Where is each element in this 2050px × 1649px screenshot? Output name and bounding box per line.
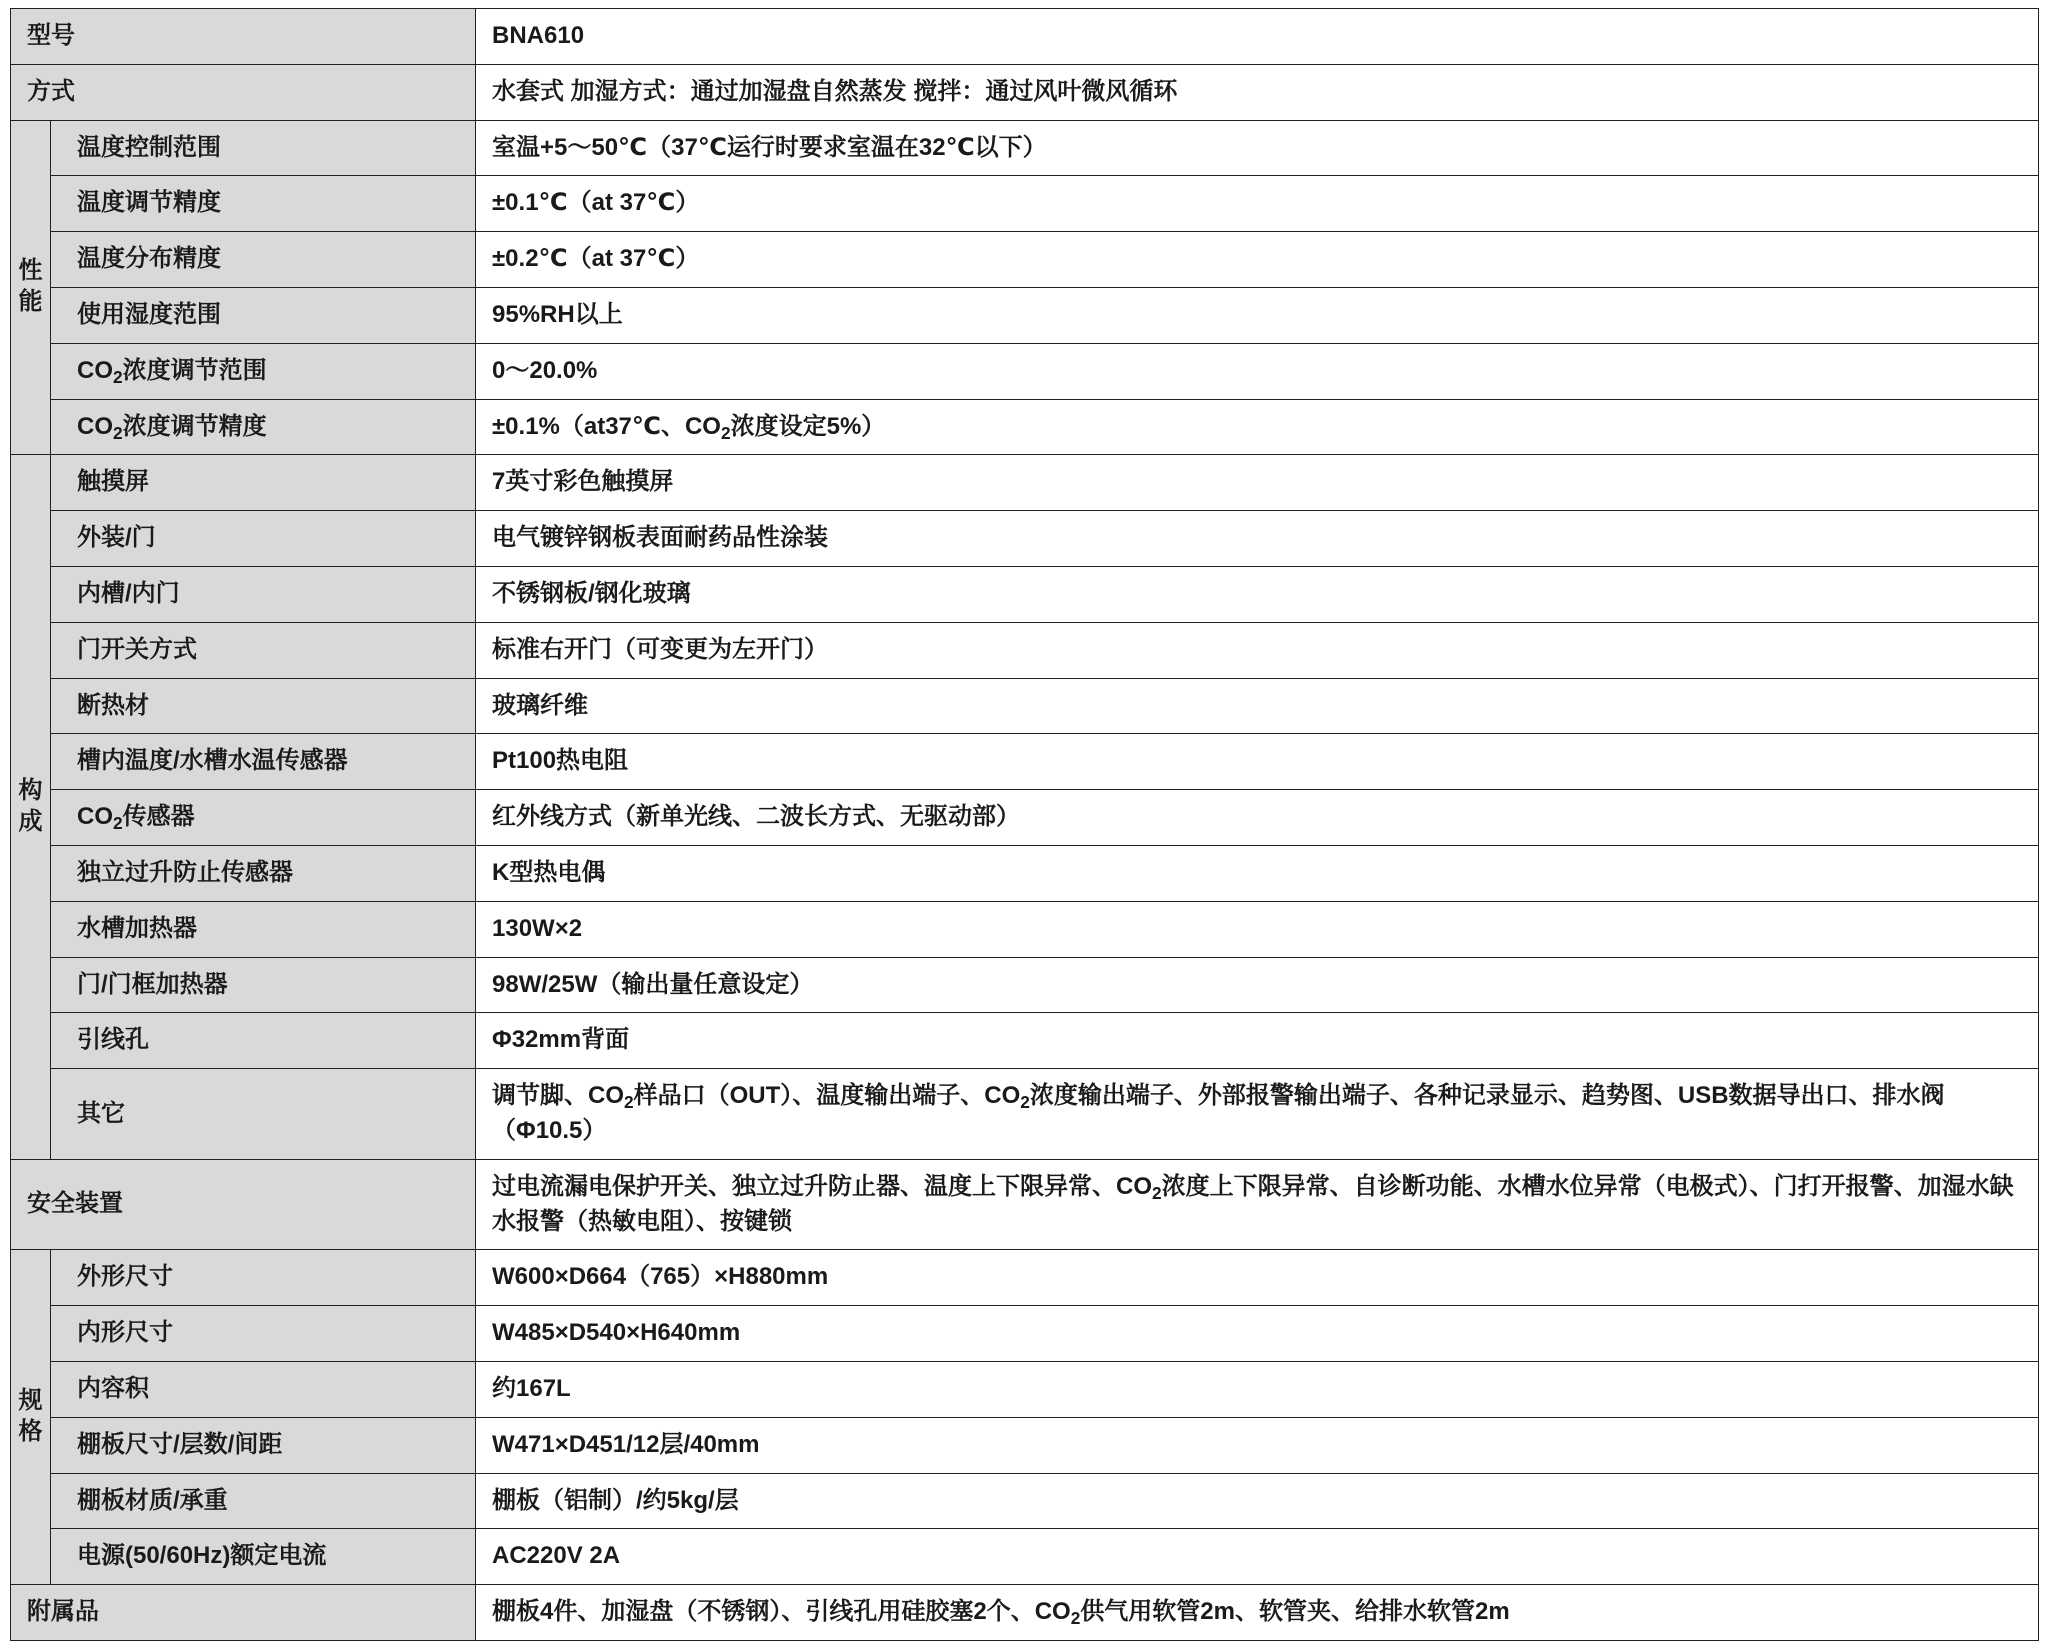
- table-row: [11, 343, 2039, 399]
- specification-table-body: [11, 9, 2039, 1641]
- spec-label: 温度调节精度: [51, 176, 476, 232]
- spec-label: 外形尺寸: [51, 1250, 476, 1306]
- table-row: [11, 511, 2039, 567]
- spec-label: $CO_2$传感器: [51, 790, 476, 846]
- spec-label: 附属品: [11, 1585, 476, 1641]
- spec-value: 玻璃纤维: [476, 678, 2039, 734]
- spec-value: BNA610: [476, 9, 2039, 65]
- spec-value: 约167L: [476, 1361, 2039, 1417]
- spec-label: 引线孔: [51, 1013, 476, 1069]
- table-row: [11, 9, 2039, 65]
- spec-label: 电源(50/60Hz)额定电流: [51, 1529, 476, 1585]
- table-row: [11, 1473, 2039, 1529]
- specification-table: [10, 8, 2039, 1641]
- spec-value: 调节脚、$CO_2$样品口（OUT）、温度输出端子、$CO_2$浓度输出端子、外部报警输出端子、各种记录显示、趋势图、USB数据导出口、排水阀（Φ10.5）: [476, 1069, 2039, 1160]
- spec-label: 门开关方式: [51, 622, 476, 678]
- table-row: [11, 957, 2039, 1013]
- spec-value: ±0.1%（at37℃、$CO_2$浓度设定5%）: [476, 399, 2039, 455]
- spec-value: W485×D540×H640mm: [476, 1306, 2039, 1362]
- spec-value: 95%RH以上: [476, 287, 2039, 343]
- row-group-label: 性能: [11, 120, 51, 455]
- spec-label: 温度分布精度: [51, 232, 476, 288]
- spec-label: $CO_2$浓度调节精度: [51, 399, 476, 455]
- table-row: [11, 1417, 2039, 1473]
- spec-label: 水槽加热器: [51, 901, 476, 957]
- spec-value: 98W/25W（输出量任意设定）: [476, 957, 2039, 1013]
- spec-label: 外装/门: [51, 511, 476, 567]
- spec-value: 棚板4件、加湿盘（不锈钢）、引线孔用硅胶塞2个、$CO_2$供气用软管2m、软管夹、给排水软管2m: [476, 1585, 2039, 1641]
- spec-label: 使用湿度范围: [51, 287, 476, 343]
- table-row: [11, 1529, 2039, 1585]
- table-row: [11, 566, 2039, 622]
- table-row: [11, 120, 2039, 176]
- table-row: [11, 64, 2039, 120]
- spec-value: K型热电偶: [476, 845, 2039, 901]
- spec-label: 内形尺寸: [51, 1306, 476, 1362]
- spec-value: Φ32mm背面: [476, 1013, 2039, 1069]
- row-group-label: 规格: [11, 1250, 51, 1585]
- spec-value: ±0.2℃（at 37℃）: [476, 232, 2039, 288]
- table-row: [11, 734, 2039, 790]
- spec-label: 内槽/内门: [51, 566, 476, 622]
- table-row: [11, 232, 2039, 288]
- table-row: [11, 1069, 2039, 1160]
- spec-value: 7英寸彩色触摸屏: [476, 455, 2039, 511]
- table-row: [11, 176, 2039, 232]
- table-row: [11, 678, 2039, 734]
- spec-value: 电气镀锌钢板表面耐药品性涂装: [476, 511, 2039, 567]
- table-row: [11, 455, 2039, 511]
- spec-value: AC220V 2A: [476, 1529, 2039, 1585]
- spec-label: 槽内温度/水槽水温传感器: [51, 734, 476, 790]
- spec-value: W600×D664（765）×H880mm: [476, 1250, 2039, 1306]
- spec-value: 室温+5～50℃（37℃运行时要求室温在32℃以下）: [476, 120, 2039, 176]
- spec-value: 水套式 加湿方式：通过加湿盘自然蒸发 搅拌：通过风叶微风循环: [476, 64, 2039, 120]
- spec-label: 方式: [11, 64, 476, 120]
- spec-value: 过电流漏电保护开关、独立过升防止器、温度上下限异常、$CO_2$浓度上下限异常、自诊断功能、水槽水位异常（电极式）、门打开报警、加湿水缺水报警（热敏电阻）、按键锁: [476, 1159, 2039, 1250]
- table-row: [11, 1013, 2039, 1069]
- table-row: [11, 1250, 2039, 1306]
- spec-value: 棚板（铝制）/约5kg/层: [476, 1473, 2039, 1529]
- spec-label: 棚板材质/承重: [51, 1473, 476, 1529]
- spec-label: 温度控制范围: [51, 120, 476, 176]
- spec-label: 门/门框加热器: [51, 957, 476, 1013]
- table-row: [11, 1361, 2039, 1417]
- spec-value: 标准右开门（可变更为左开门）: [476, 622, 2039, 678]
- spec-label: 棚板尺寸/层数/间距: [51, 1417, 476, 1473]
- table-row: [11, 901, 2039, 957]
- table-row: [11, 1306, 2039, 1362]
- spec-label: 安全装置: [11, 1159, 476, 1250]
- row-group-label: 构成: [11, 455, 51, 1159]
- table-row: [11, 1585, 2039, 1641]
- spec-label: 型号: [11, 9, 476, 65]
- spec-value: W471×D451/12层/40mm: [476, 1417, 2039, 1473]
- spec-label: 独立过升防止传感器: [51, 845, 476, 901]
- spec-label: 其它: [51, 1069, 476, 1160]
- spec-label: 触摸屏: [51, 455, 476, 511]
- spec-value: 0～20.0%: [476, 343, 2039, 399]
- spec-value: 不锈钢板/钢化玻璃: [476, 566, 2039, 622]
- spec-label: 断热材: [51, 678, 476, 734]
- spec-value: Pt100热电阻: [476, 734, 2039, 790]
- table-row: [11, 790, 2039, 846]
- spec-value: 130W×2: [476, 901, 2039, 957]
- table-row: [11, 399, 2039, 455]
- table-row: [11, 622, 2039, 678]
- table-row: [11, 845, 2039, 901]
- spec-value: ±0.1℃（at 37℃）: [476, 176, 2039, 232]
- spec-label: $CO_2$浓度调节范围: [51, 343, 476, 399]
- spec-value: 红外线方式（新单光线、二波长方式、无驱动部）: [476, 790, 2039, 846]
- table-row: [11, 287, 2039, 343]
- spec-label: 内容积: [51, 1361, 476, 1417]
- table-row: [11, 1159, 2039, 1250]
